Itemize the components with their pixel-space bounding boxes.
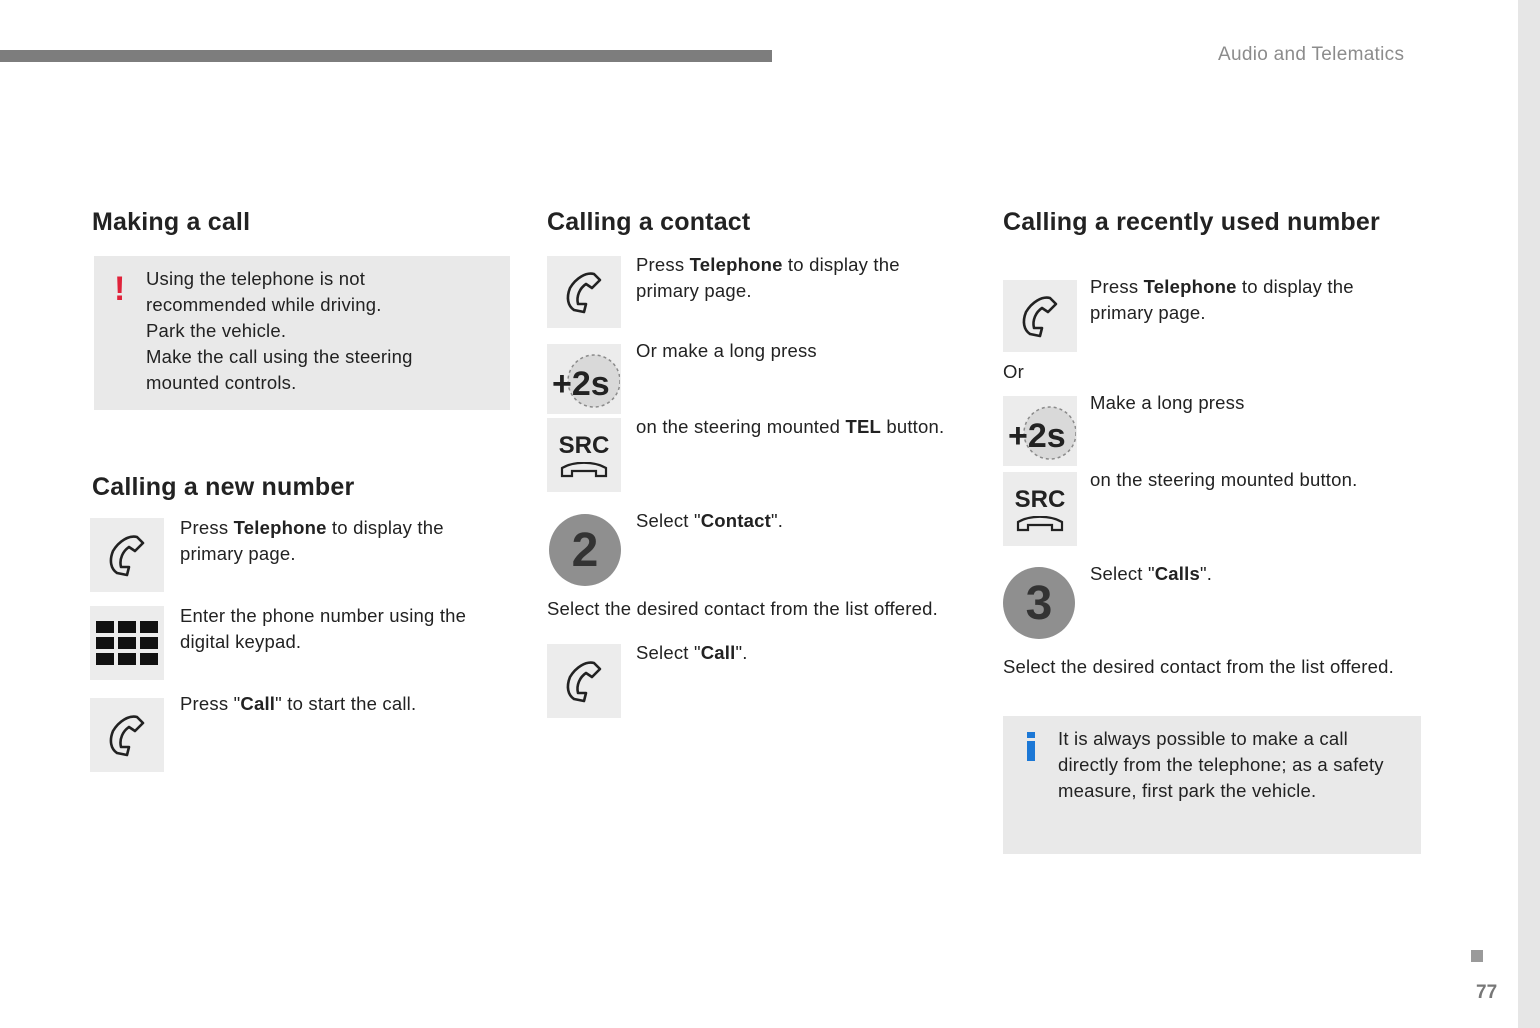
info-icon — [1025, 732, 1037, 762]
new-number-step3: Press "Call" to start the call. — [180, 693, 417, 714]
page-marker — [1471, 950, 1483, 962]
telephone-button-icon — [547, 256, 621, 328]
exclamation-icon: ! — [114, 270, 126, 308]
call-button-icon — [90, 698, 164, 772]
contact-select-desired: Select the desired contact from the list offered. — [547, 598, 938, 619]
long-press-icon — [1003, 396, 1077, 466]
page-number: 77 — [1476, 982, 1498, 1003]
contact-title: Calling a contact — [547, 208, 751, 236]
recent-title: Calling a recently used number — [1003, 208, 1380, 236]
call-button-icon — [547, 644, 621, 718]
long-press-label: +2s — [552, 365, 610, 403]
step-number-2: 2 — [549, 514, 621, 586]
recent-or: Or — [1003, 361, 1024, 382]
src-label: SRC — [1014, 486, 1066, 513]
contact-long-press: Or make a long press — [636, 340, 817, 361]
recent-select-calls: Select "Calls". — [1090, 563, 1213, 584]
long-press-label: +2s — [1008, 417, 1066, 455]
recent-steering-text: on the steering mounted button. — [1090, 469, 1358, 490]
warning-text: Using the telephone is not recommended while driving. Park the vehicle. Make the call using the steering mounted controls. — [146, 268, 413, 393]
making-a-call-title: Making a call — [92, 208, 251, 236]
page-edge-strip — [1518, 0, 1540, 1028]
recent-select-desired: Select the desired contact from the list offered. — [1003, 656, 1394, 677]
src-button-icon — [1003, 472, 1077, 546]
new-number-step1: Press Telephone to display the primary page. — [180, 517, 444, 564]
long-press-icon — [547, 344, 621, 414]
src-button-icon — [547, 418, 621, 492]
contact-steering-text: on the steering mounted TEL button. — [636, 416, 945, 437]
contact-select-contact: Select "Contact". — [636, 510, 784, 531]
header-bar — [0, 50, 772, 62]
info-box — [1003, 716, 1421, 854]
telephone-button-icon — [90, 518, 164, 592]
new-number-title: Calling a new number — [92, 473, 355, 501]
new-number-step2: Enter the phone number using the digital keypad. — [180, 605, 467, 652]
keypad-icon — [90, 606, 164, 680]
recent-long-press: Make a long press — [1090, 392, 1245, 413]
step-number-3: 3 — [1003, 567, 1075, 639]
warning-box — [94, 256, 510, 410]
page-section-title: Audio and Telematics — [1218, 44, 1405, 65]
contact-select-call: Select "Call". — [636, 642, 748, 663]
contact-step1: Press Telephone to display the primary page. — [636, 254, 900, 301]
info-text: It is always possible to make a call directly from the telephone; as a safety measure, first park the vehicle. — [1058, 728, 1384, 801]
src-label: SRC — [558, 432, 610, 459]
telephone-button-icon — [1003, 280, 1077, 352]
recent-step1: Press Telephone to display the primary page. — [1090, 276, 1354, 323]
